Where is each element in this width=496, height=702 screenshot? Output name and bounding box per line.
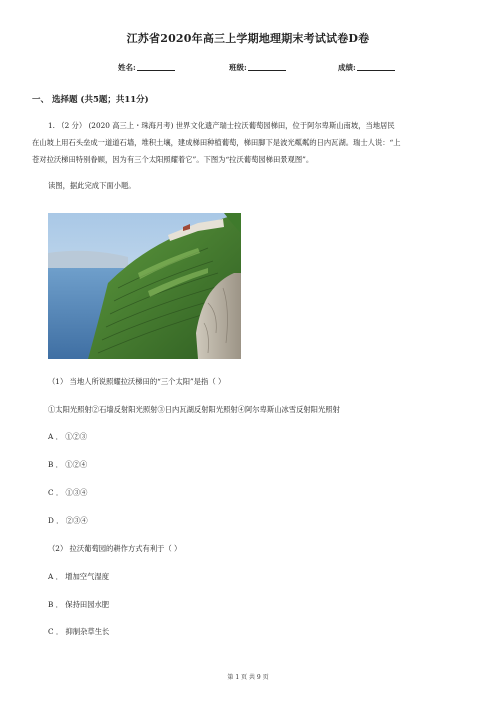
subquestion-1-option-a: A ． ①②③ (48, 432, 88, 441)
score-field (338, 62, 395, 73)
score-label: 成绩: (338, 63, 356, 72)
subquestion-2-option-b: B ． 保持田园水肥 (48, 600, 110, 609)
subquestion-2-prompt: （2） 拉沃葡萄园的耕作方式有利于（ ） (48, 544, 182, 553)
class-field (229, 62, 286, 73)
question-1-stem-line-3: 苍对拉沃梯田特别眷顾，因为有三个太阳照耀着它”。下图为“拉沃葡萄园梯田景观图”。 (32, 155, 314, 164)
vineyard-terrace-photo (48, 213, 241, 359)
score-blank (357, 62, 395, 71)
exam-title: 江苏省2020年高三上学期地理期末考试试卷D卷 (126, 32, 370, 45)
subquestion-1-option-c: C ． ①③④ (48, 488, 88, 497)
name-blank (137, 62, 175, 71)
subquestion-1-option-d: D ． ②③④ (48, 516, 88, 525)
subquestion-1-statements: ①太阳光照射②石墙反射阳光照射③日内瓦湖反射阳光照射④阿尔卑斯山冰雪反射阳光照射 (48, 405, 340, 414)
name-label: 姓名: (118, 63, 136, 72)
subquestion-2-option-c: C ． 抑制杂草生长 (48, 627, 110, 636)
question-1-stem-line-1: 1. （2 分） (2020 高三上・珠海月考) 世界文化遗产瑞士拉沃葡萄园梯田，位于阿尔卑斯山南坡，当地居民 (48, 121, 395, 130)
class-label: 班级: (229, 63, 247, 72)
question-1-stem-line-2: 在山坡上用石头垒成一道道石墙，堆积土壤，建成梯田种植葡萄，梯田脚下是波光粼粼的日内瓦湖。瑞士人说：“上 (32, 138, 401, 147)
subquestion-1-prompt: （1） 当地人所说照耀拉沃梯田的“三个太阳”是指（ ） (48, 377, 226, 386)
subquestion-1-option-b: B ． ①②④ (48, 460, 88, 469)
class-blank (248, 62, 286, 71)
name-field (118, 62, 175, 73)
question-1-instruction: 读图，据此完成下面小题。 (48, 181, 136, 190)
section-heading-choice: 一、 选择题 (共5题；共11分) (32, 95, 149, 105)
subquestion-2-option-a: A ． 增加空气湿度 (48, 572, 109, 581)
page-number-footer: 第 1 页 共 9 页 (227, 674, 269, 681)
vineyard-terrace-illustration (48, 213, 241, 359)
